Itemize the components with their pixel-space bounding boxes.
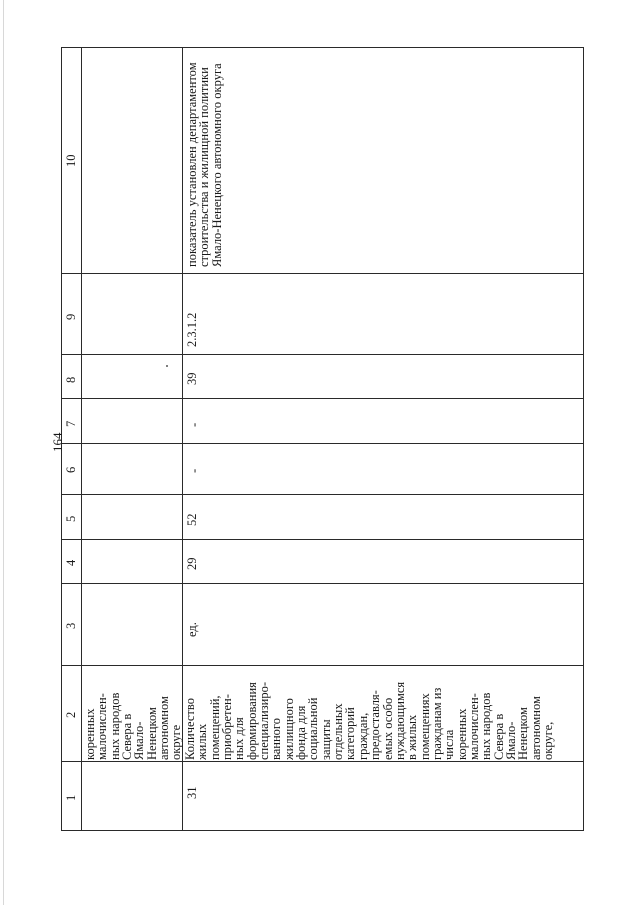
indicator-name-line: социальной [306, 697, 321, 760]
indicator-name-line: категорий [343, 707, 358, 760]
indicator-name-line: Севера в [491, 713, 506, 760]
value-col-7: - [187, 422, 201, 427]
header-col-9: 9 [64, 313, 78, 320]
indicator-name-line: помещениях [417, 693, 432, 760]
col-sep-1-2 [61, 761, 584, 762]
indicator-name-line: гражданам из [429, 687, 444, 760]
indicator-name-line: предоставля- [368, 690, 383, 760]
indicator-name-line: формирования [244, 682, 259, 760]
continuation-text-line: малочислен- [95, 693, 110, 760]
indicator-name-line: ванного [269, 718, 284, 760]
col-sep-2-3 [61, 665, 584, 666]
note-line: строительства и жилищной политики [197, 67, 212, 267]
table-top-border [61, 47, 584, 48]
indicator-name-line: нуждающимся [392, 681, 407, 760]
note-col-10 [186, 62, 223, 267]
continuation-text [84, 693, 183, 760]
continuation-text-line: ных народов [107, 692, 122, 760]
continuation-text-line: коренных [83, 708, 97, 760]
indicator-name-line: Количество [183, 698, 197, 760]
scan-speck [166, 365, 168, 367]
indicator-name-line: малочислен- [466, 693, 481, 760]
row-number: 31 [185, 786, 199, 799]
indicator-name-line: Ямало- [503, 721, 518, 760]
scan-edge-line [3, 0, 4, 905]
col-sep-4-5 [61, 539, 584, 540]
value-col-6: - [187, 468, 201, 473]
note-line: Ямало-Ненецкого автономного округа [209, 63, 224, 267]
value-col-8: 39 [185, 372, 199, 385]
col-sep-8-9 [61, 354, 584, 355]
header-divider [81, 47, 82, 831]
header-col-2: 2 [64, 711, 78, 718]
col-sep-7-8 [61, 398, 584, 399]
indicator-name-line: приобретен- [220, 694, 235, 760]
value-col-5: 52 [185, 513, 199, 526]
indicator-name-line: жилых [195, 723, 210, 760]
col-sep-3-4 [61, 583, 584, 584]
continuation-text-line: автономном [157, 696, 172, 760]
header-col-7: 7 [64, 420, 78, 427]
indicator-name [184, 682, 554, 760]
continuation-text-line: Ямало- [132, 721, 147, 760]
col-sep-6-7 [61, 443, 584, 444]
table-right-border [583, 47, 584, 831]
indicator-name-line: специализиро- [257, 681, 272, 760]
col-sep-9-10 [61, 273, 584, 274]
unit-cell: ед. [185, 622, 199, 637]
indicator-name-line: числа [442, 729, 457, 760]
indicator-name-line: Ненецком [516, 707, 531, 760]
header-col-1: 1 [64, 794, 78, 801]
indicator-name-line: граждан, [355, 712, 370, 760]
value-col-9: 2.3.1.2 [185, 312, 199, 347]
indicator-name-line: в жилых [405, 714, 420, 760]
indicator-name-line: ных народов [479, 692, 494, 760]
indicator-name-line: защиты [318, 719, 333, 760]
col-sep-5-6 [61, 494, 584, 495]
indicator-name-line: фонда для [294, 705, 309, 760]
indicator-name-line: округе, [540, 721, 555, 760]
indicator-name-line: ных для [232, 717, 247, 760]
header-col-10: 10 [64, 154, 78, 167]
value-col-4: 29 [185, 557, 199, 570]
note-line: показатель установлен департаментом [185, 62, 199, 267]
indicator-name-line: емых особо [380, 697, 395, 760]
continuation-text-line: Севера в [120, 713, 135, 760]
header-col-6: 6 [64, 466, 78, 473]
indicator-name-line: помещений, [207, 695, 222, 760]
indicator-name-line: отдельных [331, 703, 346, 760]
continuation-text-line: округе [169, 724, 184, 760]
indicator-name-line: автономном [528, 696, 543, 760]
continuation-text-line: Ненецком [144, 707, 159, 760]
header-col-3: 3 [64, 622, 78, 629]
header-col-4: 4 [64, 559, 78, 566]
header-col-5: 5 [64, 515, 78, 522]
indicator-name-line: жилищного [281, 698, 296, 760]
table-bottom-border [61, 830, 584, 831]
indicator-name-line: коренных [454, 708, 469, 760]
page-number: 164 [50, 432, 65, 452]
header-col-8: 8 [64, 376, 78, 383]
